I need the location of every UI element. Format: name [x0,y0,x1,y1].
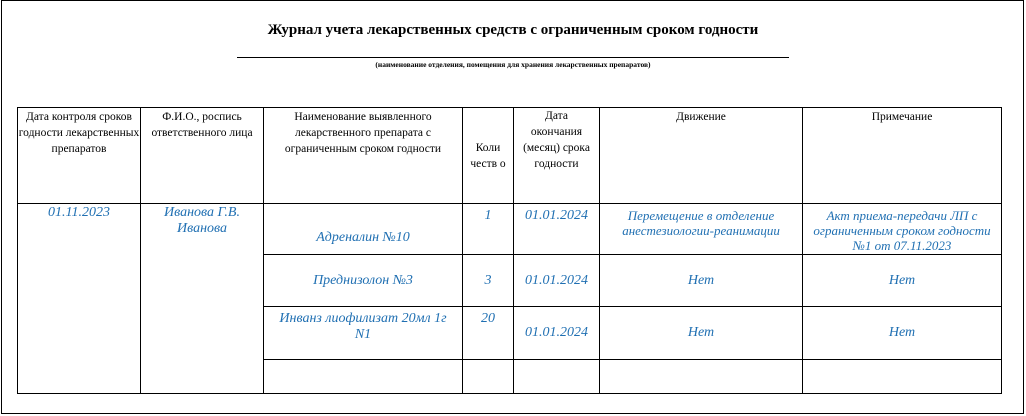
table-header-row [18,108,1002,204]
cell-note: Акт приема-передачи ЛП с ограниченным сроком годности №1 от 07.11.2023 [803,204,1002,255]
cell-quantity: 1 [463,204,514,255]
table-row [18,204,1002,255]
header-person: Ф.И.О., роспись ответственного лица [141,108,264,204]
department-caption: (наименование отделения, помещения для хранения лекарственных препаратов) [375,60,651,69]
cell-note [803,360,1002,394]
cell-note: Нет [803,255,1002,307]
cell-drug: Адреналин №10 [264,204,463,255]
cell-quantity: 3 [463,255,514,307]
cell-movement: Перемещение в отделение анестезиологии-реанимации [600,204,803,255]
page-title: Журнал учета лекарственных средств с ограниченным сроком годности [267,22,759,38]
cell-date-control: 01.11.2023 [18,204,141,394]
cell-movement: Нет [600,307,803,360]
header-quantity: Коли честв о [463,108,514,204]
header-drug-name: Наименование выявленного лекарственного препарата с ограниченным сроком годности [264,108,463,204]
header-date-control: Дата контроля сроков годности лекарственных препаратов [18,108,141,204]
cell-drug: Преднизолон №3 [264,255,463,307]
journal-table [17,107,1002,394]
cell-expiry: 01.01.2024 [514,255,600,307]
cell-note: Нет [803,307,1002,360]
header-note: Примечание [803,108,1002,204]
cell-quantity: 20 [463,307,514,360]
cell-drug [264,360,463,394]
cell-expiry [514,360,600,394]
header-expiry: Дата окончания (месяц) срока годности [514,108,600,204]
department-line [237,57,789,58]
cell-expiry: 01.01.2024 [514,307,600,360]
cell-movement [600,360,803,394]
cell-person: Иванова Г.В. Иванова [141,204,264,394]
signature: Иванова [176,221,228,236]
cell-expiry: 01.01.2024 [514,204,600,255]
header-movement: Движение [600,108,803,204]
cell-quantity [463,360,514,394]
cell-drug: Инванз лиофилизат 20мл 1г N1 [264,307,463,360]
cell-movement: Нет [600,255,803,307]
